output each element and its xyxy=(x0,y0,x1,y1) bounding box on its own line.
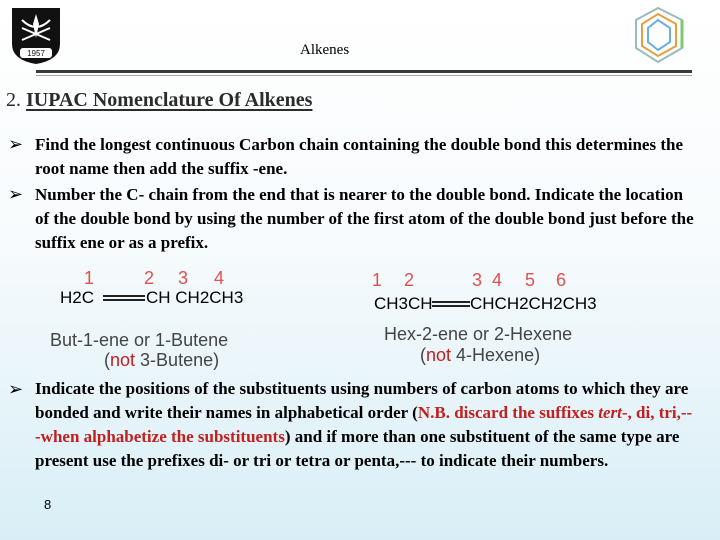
carbon-number: 4 xyxy=(492,270,503,290)
bullet-text-1: Find the longest continuous Carbon chain containing the double bond this determines the root name then add the suffix -ene. xyxy=(35,135,683,178)
carbon-number: 4 xyxy=(214,268,225,288)
bullet-arrow-icon: ➢ xyxy=(8,134,24,155)
note-text: N.B. discard the suffixes tert-, di, tri,---when alphabetize the substituents xyxy=(35,403,693,446)
formula-left: H2C xyxy=(60,288,95,307)
carbon-number: 3 xyxy=(472,270,483,290)
carbon-number: 6 xyxy=(556,270,567,290)
not-word: not xyxy=(426,345,452,365)
section-heading xyxy=(6,89,312,112)
university-logo xyxy=(8,4,64,66)
department-logo xyxy=(628,4,690,66)
bullet-text-3: Indicate the positions of the substituents using numbers of carbon atoms to which they are bonded and write their names in alphabetical order (N.B. discard the suffixes tert-, di, tri,---when alphabetize the substituents) and if more than one substituent of the same type are present use the prefixes di- or tri or tetra or penta,--- to indicate their numbers. xyxy=(35,379,693,470)
bullet-arrow-icon: ➢ xyxy=(8,379,24,400)
not-name: (not 4-Hexene) xyxy=(420,345,541,365)
header-divider xyxy=(36,70,692,73)
bullet-text-2: Number the C- chain from the end that is nearer to the double bond. Indicate the location of the double bond by using the number of the first atom of the double bond just before the suffix ene or as a prefix. xyxy=(35,185,694,252)
section-title: IUPAC Nomenclature Of Alkenes xyxy=(26,89,313,111)
formula-right: CH CH2CH3 xyxy=(146,288,244,307)
bullet-arrow-icon: ➢ xyxy=(8,184,24,205)
carbon-number: 1 xyxy=(84,268,95,288)
carbon-number: 2 xyxy=(404,270,415,290)
double-bond xyxy=(432,301,470,307)
page-number: 8 xyxy=(44,497,52,512)
carbon-number: 3 xyxy=(178,268,189,288)
carbon-number: 5 xyxy=(525,270,536,290)
compound-name: But-1-ene or 1-Butene xyxy=(50,330,229,350)
formula-right: CHCH2CH2CH3 xyxy=(470,294,597,313)
logo-year: 1957 xyxy=(27,49,45,58)
double-bond xyxy=(103,295,145,301)
formula-left: CH3CH xyxy=(374,294,433,313)
compound-name: Hex-2-ene or 2-Hexene xyxy=(384,324,573,344)
carbon-number: 2 xyxy=(144,268,155,288)
not-word: not xyxy=(110,350,136,370)
not-name: (not 3-Butene) xyxy=(104,350,220,370)
header-divider-thin xyxy=(36,75,692,76)
header-title: Alkenes xyxy=(300,42,350,58)
section-number: 2. xyxy=(6,89,21,111)
carbon-number: 1 xyxy=(372,270,383,290)
